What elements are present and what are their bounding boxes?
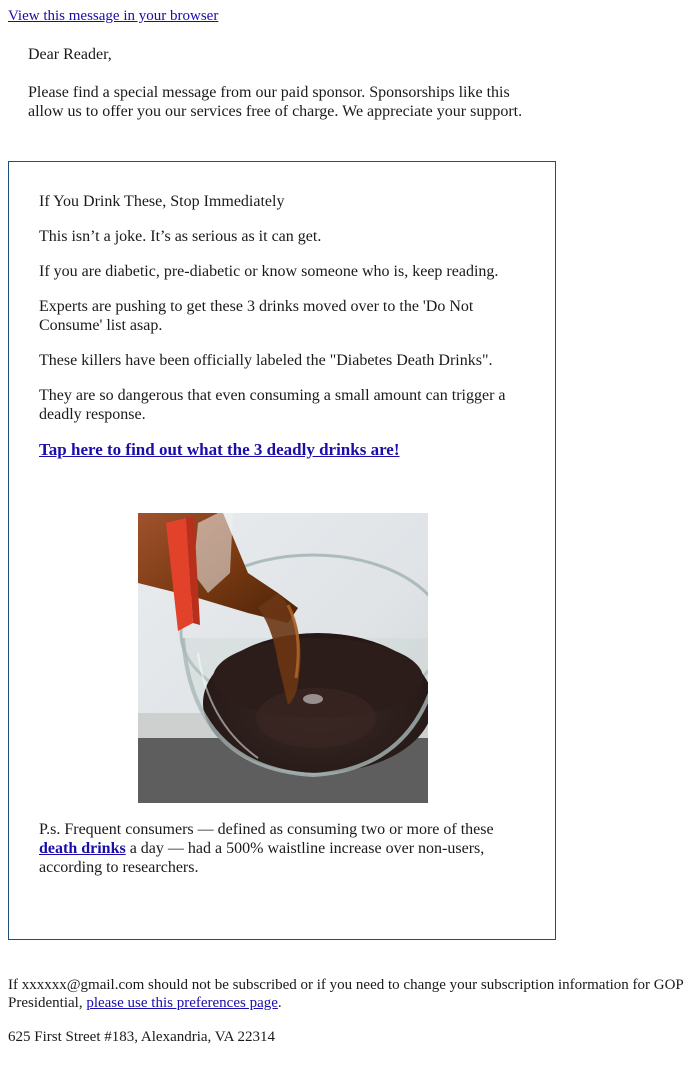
unsubscribe-notice	[8, 976, 688, 1012]
view-in-browser-link[interactable]: View this message in your browser	[8, 8, 219, 24]
ad-paragraph-4: These killers have been officially labeled the "Diabetes Death Drinks".	[39, 352, 493, 369]
death-drinks-link[interactable]: death drinks	[39, 840, 126, 857]
sponsored-ad-box	[8, 161, 556, 940]
cta-link[interactable]: Tap here to find out what the 3 deadly drinks are!	[39, 440, 400, 459]
greeting: Dear Reader,	[28, 46, 112, 63]
ad-paragraph-3: Experts are pushing to get these 3 drinks moved over to the 'Do Not Consume' list asap.	[39, 298, 474, 334]
sponsor-message: Please find a special message from our paid sponsor. Sponsorships like this allow us to offer you our services free of charge. We appreciate your support.	[28, 84, 523, 120]
ps-paragraph	[39, 820, 519, 877]
intro-section	[28, 45, 548, 140]
footer	[8, 976, 688, 1062]
ad-paragraph-2: If you are diabetic, pre-diabetic or know someone who is, keep reading.	[39, 263, 499, 280]
unsub-text-before: If xxxxxx@gmail.com should not be subscribed or if you need to change your subscription information for GOP Presidential,	[8, 977, 684, 1011]
ad-paragraph-5: They are so dangerous that even consuming a small amount can trigger a deadly response.	[39, 387, 506, 423]
ad-content	[39, 192, 519, 476]
ad-headline: If You Drink These, Stop Immediately	[39, 193, 285, 210]
ad-paragraph-1: This isn’t a joke. It’s as serious as it can get.	[39, 228, 322, 245]
unsub-text-after: .	[277, 995, 282, 1011]
drink-pouring-photo[interactable]	[138, 513, 428, 803]
mailing-address: 625 First Street #183, Alexandria, VA 22314	[8, 1029, 275, 1045]
ps-text-after: a day — had a 500% waistline increase over non-users, according to researchers.	[39, 840, 485, 876]
preferences-page-link[interactable]: please use this preferences page	[86, 995, 278, 1011]
ps-text-before: P.s. Frequent consumers — defined as consuming two or more of these	[39, 821, 494, 838]
